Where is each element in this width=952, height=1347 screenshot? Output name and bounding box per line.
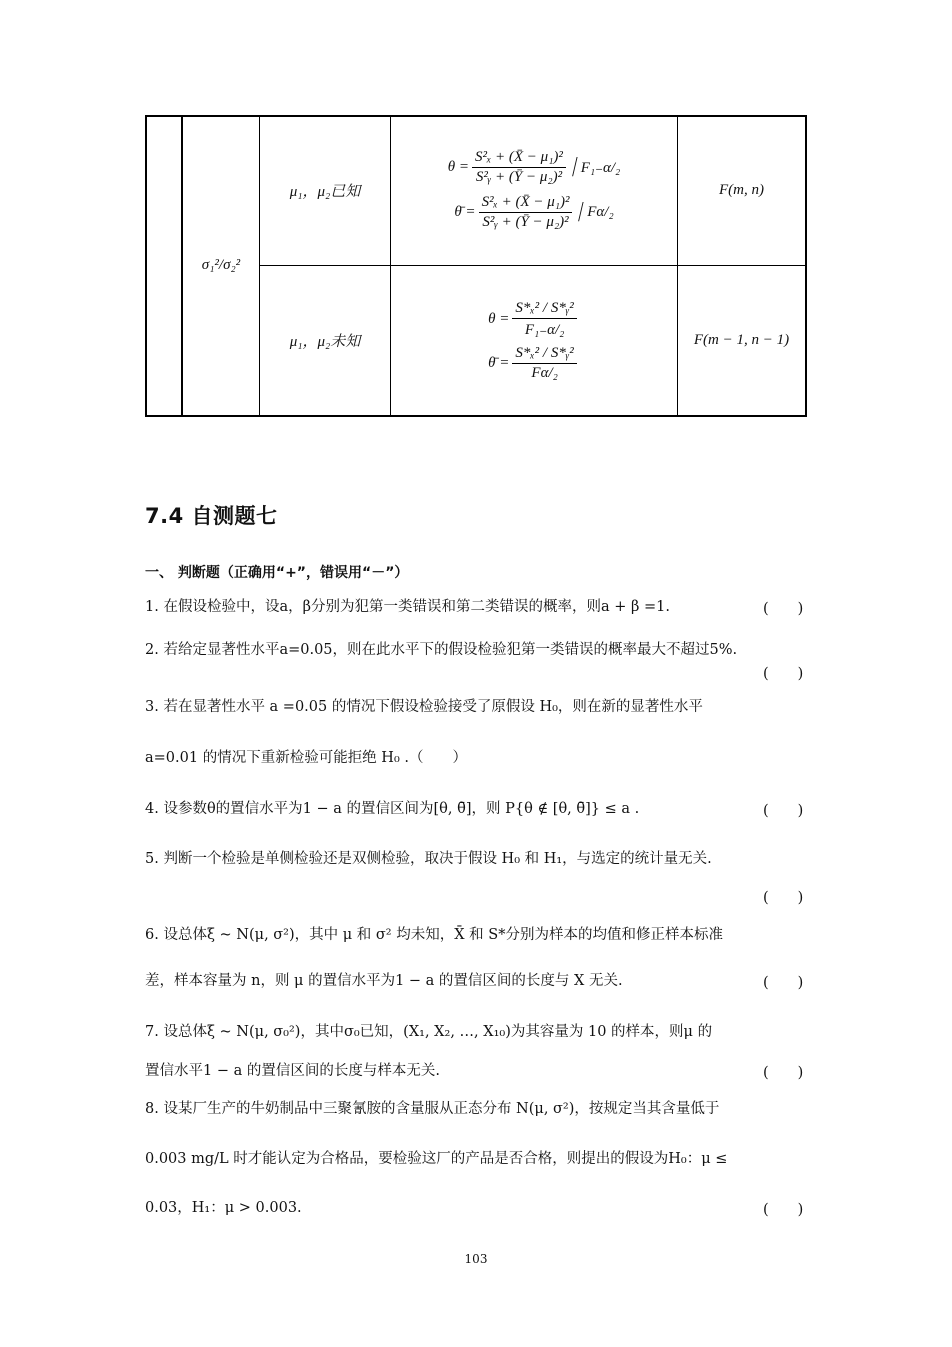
question-8-line-1: 8. 设某厂生产的牛奶制品中三聚氰胺的含量服从正态分布 N(μ, σ²)，按规定当其含量低于 (145, 1101, 720, 1117)
lower-bound-formula: θ = $\frac{\text{S²ₓ + (X̄ − μ₁)²}}{\text{S²ᵧ + (Ȳ − μ₂)²}}$ / F₁₋α/₂ (447, 149, 621, 185)
upper-bound-formula: θ̄ = $\frac{\text{S²ₓ + (X̄ − μ₁)²}}{\text{S²ᵧ + (Ȳ − μ₂)²}}$ / Fα/₂ (454, 194, 614, 230)
question-1: 1. 在假设检验中，设a，β分别为犯第一类错误和第二类错误的概率，则a + β =1. (145, 599, 670, 615)
fraction: $\frac{\text{S*ₓ² / S*ᵧ²}}{\text{F₁₋α/₂}}$ (512, 300, 576, 339)
question-3-line-1: 3. 若在显著性水平 a =0.05 的情况下假设检验接受了原假设 H₀，则在新的显著性水平 (145, 699, 703, 715)
question-3-line-2: a=0.01 的情况下重新检验可能拒绝 H₀ .（ ） (145, 750, 467, 766)
fraction: $\frac{\text{S²ₓ + (X̄ − μ₁)²}}{\text{S²ᵧ + (Ȳ − μ₂)²}}$ (479, 194, 573, 231)
question-6-line-2: 差，样本容量为 n，则 μ 的置信水平为1 − a 的置信区间的长度与 X 无关. (145, 973, 623, 989)
question-8-line-2: 0.003 mg/L 时才能认定为合格品，要检验这厂的产品是否合格，则提出的假设为H₀：μ ≤ (145, 1151, 728, 1167)
answer-blank[interactable]: ( ) (763, 601, 804, 617)
question-7-line-1: 7. 设总体ξ ~ N(μ, σ₀²)，其中σ₀已知，(X₁, X₂, …, X₁₀)为其容量为 10 的样本，则μ 的 (145, 1024, 713, 1040)
distribution-known: F(m, n) (719, 181, 764, 198)
formula-cell-known (391, 115, 677, 265)
question-8-line-3: 0.03，H₁：μ > 0.003. (145, 1200, 302, 1216)
answer-blank[interactable]: ( ) (763, 890, 804, 906)
page-number: 103 (464, 1252, 488, 1266)
parameter-cell: σ₁²/σ₂² (201, 256, 241, 273)
answer-blank[interactable]: ( ) (763, 1065, 804, 1081)
fraction: $\frac{\text{S²ₓ + (X̄ − μ₁)²}}{\text{S²ᵧ + (Ȳ − μ₂)²}}$ (472, 149, 566, 186)
section-title: 7.4 自测题七 (145, 504, 278, 528)
answer-blank[interactable]: ( ) (763, 975, 804, 991)
case-means-unknown: μ₁，μ₂未知 (289, 334, 361, 350)
question-6-line-1: 6. 设总体ξ ~ N(μ, σ²)，其中 μ 和 σ² 均未知，X̄ 和 S*分别为样本的均值和修正样本标准 (145, 927, 723, 943)
fraction: $\frac{\text{S*ₓ² / S*ᵧ²}}{\text{Fα/₂}}$ (512, 345, 576, 382)
answer-blank[interactable]: ( ) (763, 1202, 804, 1218)
case-means-known: μ₁，μ₂已知 (289, 183, 361, 200)
upper-bound-formula: θ̄ = $\frac{\text{S*ₓ² / S*ᵧ²}}{\text{Fα/₂}}$ (488, 345, 580, 382)
distribution-unknown: F(m − 1, n − 1) (693, 332, 790, 348)
lower-bound-formula: θ = $\frac{\text{S*ₓ² / S*ᵧ²}}{\text{F₁₋α/₂}}$ (488, 300, 580, 339)
question-5: 5. 判断一个检验是单侧检验还是双侧检验，取决于假设 H₀ 和 H₁，与选定的统计量无关. (145, 851, 712, 867)
part-title: 一、 判断题（正确用“+”，错误用“－”） (145, 565, 409, 581)
question-4: 4. 设参数θ的置信水平为1 − a 的置信区间为[θ, θ̄]，则 P{θ ∉ [θ, θ̄]} ≤ a . (145, 801, 640, 817)
answer-blank[interactable]: ( ) (763, 666, 804, 682)
answer-blank[interactable]: ( ) (763, 803, 804, 819)
formula-cell-unknown (391, 266, 677, 415)
question-7-line-2: 置信水平1 − a 的置信区间的长度与样本无关. (145, 1063, 440, 1079)
confidence-interval-table (145, 115, 807, 417)
question-2: 2. 若给定显著性水平a=0.05，则在此水平下的假设检验犯第一类错误的概率最大不超过5%. (145, 642, 738, 658)
